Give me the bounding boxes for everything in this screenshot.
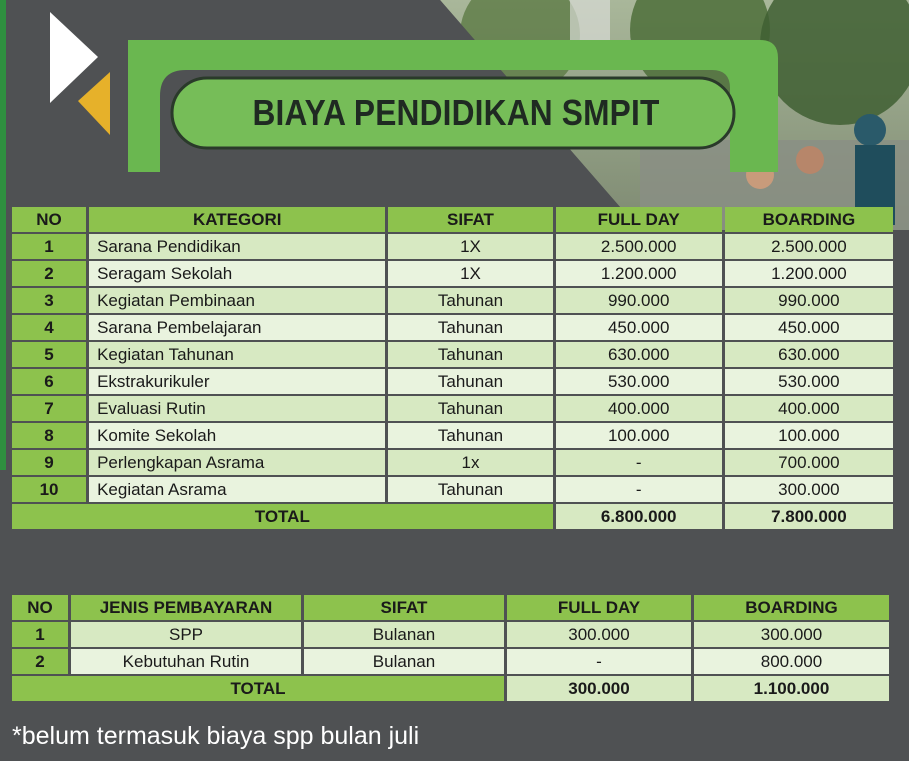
row-kategori: Ekstrakurikuler — [89, 369, 385, 394]
row-full-day: 2.500.000 — [556, 234, 722, 259]
total-full-day: 6.800.000 — [556, 504, 722, 529]
total-boarding: 1.100.000 — [694, 676, 889, 701]
total-boarding: 7.800.000 — [725, 504, 893, 529]
row-sifat: Bulanan — [304, 649, 504, 674]
row-kategori: Evaluasi Rutin — [89, 396, 385, 421]
header-boarding: BOARDING — [694, 595, 889, 620]
row-jenis: Kebutuhan Rutin — [71, 649, 301, 674]
row-boarding: 100.000 — [725, 423, 893, 448]
row-kategori: Sarana Pembelajaran — [89, 315, 385, 340]
title-banner — [0, 0, 909, 230]
row-full-day: 530.000 — [556, 369, 722, 394]
total-label: TOTAL — [12, 504, 553, 529]
total-row — [12, 676, 889, 701]
row-sifat: 1X — [388, 261, 552, 286]
row-no: 2 — [12, 261, 86, 286]
row-full-day: 300.000 — [507, 622, 691, 647]
monthly-payment-table — [9, 593, 892, 703]
table-row — [12, 261, 893, 286]
table-row — [12, 342, 893, 367]
row-full-day: 990.000 — [556, 288, 722, 313]
row-boarding: 1.200.000 — [725, 261, 893, 286]
row-full-day: - — [556, 450, 722, 475]
row-boarding: 450.000 — [725, 315, 893, 340]
row-sifat: Tahunan — [388, 477, 552, 502]
row-boarding: 630.000 — [725, 342, 893, 367]
total-label: TOTAL — [12, 676, 504, 701]
total-full-day: 300.000 — [507, 676, 691, 701]
row-no: 5 — [12, 342, 86, 367]
row-sifat: Tahunan — [388, 315, 552, 340]
row-kategori: Kegiatan Asrama — [89, 477, 385, 502]
table-row — [12, 423, 893, 448]
row-boarding: 2.500.000 — [725, 234, 893, 259]
row-boarding: 800.000 — [694, 649, 889, 674]
row-kategori: Perlengkapan Asrama — [89, 450, 385, 475]
row-kategori: Seragam Sekolah — [89, 261, 385, 286]
table-row — [12, 315, 893, 340]
row-no: 9 — [12, 450, 86, 475]
row-boarding: 700.000 — [725, 450, 893, 475]
header-no: NO — [12, 207, 86, 232]
row-boarding: 400.000 — [725, 396, 893, 421]
table-header-row — [12, 595, 889, 620]
row-no: 6 — [12, 369, 86, 394]
row-full-day: 630.000 — [556, 342, 722, 367]
row-no: 2 — [12, 649, 68, 674]
row-no: 3 — [12, 288, 86, 313]
row-no: 7 — [12, 396, 86, 421]
row-full-day: 450.000 — [556, 315, 722, 340]
row-kategori: Kegiatan Pembinaan — [89, 288, 385, 313]
table-row — [12, 288, 893, 313]
row-no: 1 — [12, 622, 68, 647]
row-sifat: Tahunan — [388, 423, 552, 448]
table-header-row — [12, 207, 893, 232]
table-row — [12, 396, 893, 421]
table-row — [12, 234, 893, 259]
footnote: *belum termasuk biaya spp bulan juli — [12, 722, 420, 750]
total-row — [12, 504, 893, 529]
row-sifat: Tahunan — [388, 342, 552, 367]
table-row — [12, 369, 893, 394]
row-boarding: 990.000 — [725, 288, 893, 313]
header-full-day: FULL DAY — [556, 207, 722, 232]
row-boarding: 300.000 — [694, 622, 889, 647]
row-no: 4 — [12, 315, 86, 340]
row-no: 10 — [12, 477, 86, 502]
header-sifat: SIFAT — [388, 207, 552, 232]
row-sifat: Bulanan — [304, 622, 504, 647]
header-no: NO — [12, 595, 68, 620]
table-row — [12, 477, 893, 502]
page-title: BIAYA PENDIDIKAN SMPIT — [252, 92, 660, 133]
row-jenis: SPP — [71, 622, 301, 647]
row-sifat: Tahunan — [388, 369, 552, 394]
row-full-day: - — [507, 649, 691, 674]
row-kategori: Kegiatan Tahunan — [89, 342, 385, 367]
table-row — [12, 450, 893, 475]
logo-yellow-triangle — [78, 72, 110, 135]
row-sifat: Tahunan — [388, 288, 552, 313]
header-full-day: FULL DAY — [507, 595, 691, 620]
table-row — [12, 649, 889, 674]
row-full-day: - — [556, 477, 722, 502]
logo-white-triangle — [50, 12, 98, 103]
row-kategori: Sarana Pendidikan — [89, 234, 385, 259]
header-kategori: KATEGORI — [89, 207, 385, 232]
row-full-day: 100.000 — [556, 423, 722, 448]
row-boarding: 530.000 — [725, 369, 893, 394]
row-boarding: 300.000 — [725, 477, 893, 502]
row-sifat: 1x — [388, 450, 552, 475]
row-full-day: 400.000 — [556, 396, 722, 421]
header-jenis-pembayaran: JENIS PEMBAYARAN — [71, 595, 301, 620]
row-sifat: Tahunan — [388, 396, 552, 421]
header-boarding: BOARDING — [725, 207, 893, 232]
row-no: 1 — [12, 234, 86, 259]
table-row — [12, 622, 889, 647]
row-no: 8 — [12, 423, 86, 448]
row-full-day: 1.200.000 — [556, 261, 722, 286]
row-sifat: 1X — [388, 234, 552, 259]
row-kategori: Komite Sekolah — [89, 423, 385, 448]
header-sifat: SIFAT — [304, 595, 504, 620]
cost-table — [9, 205, 896, 531]
